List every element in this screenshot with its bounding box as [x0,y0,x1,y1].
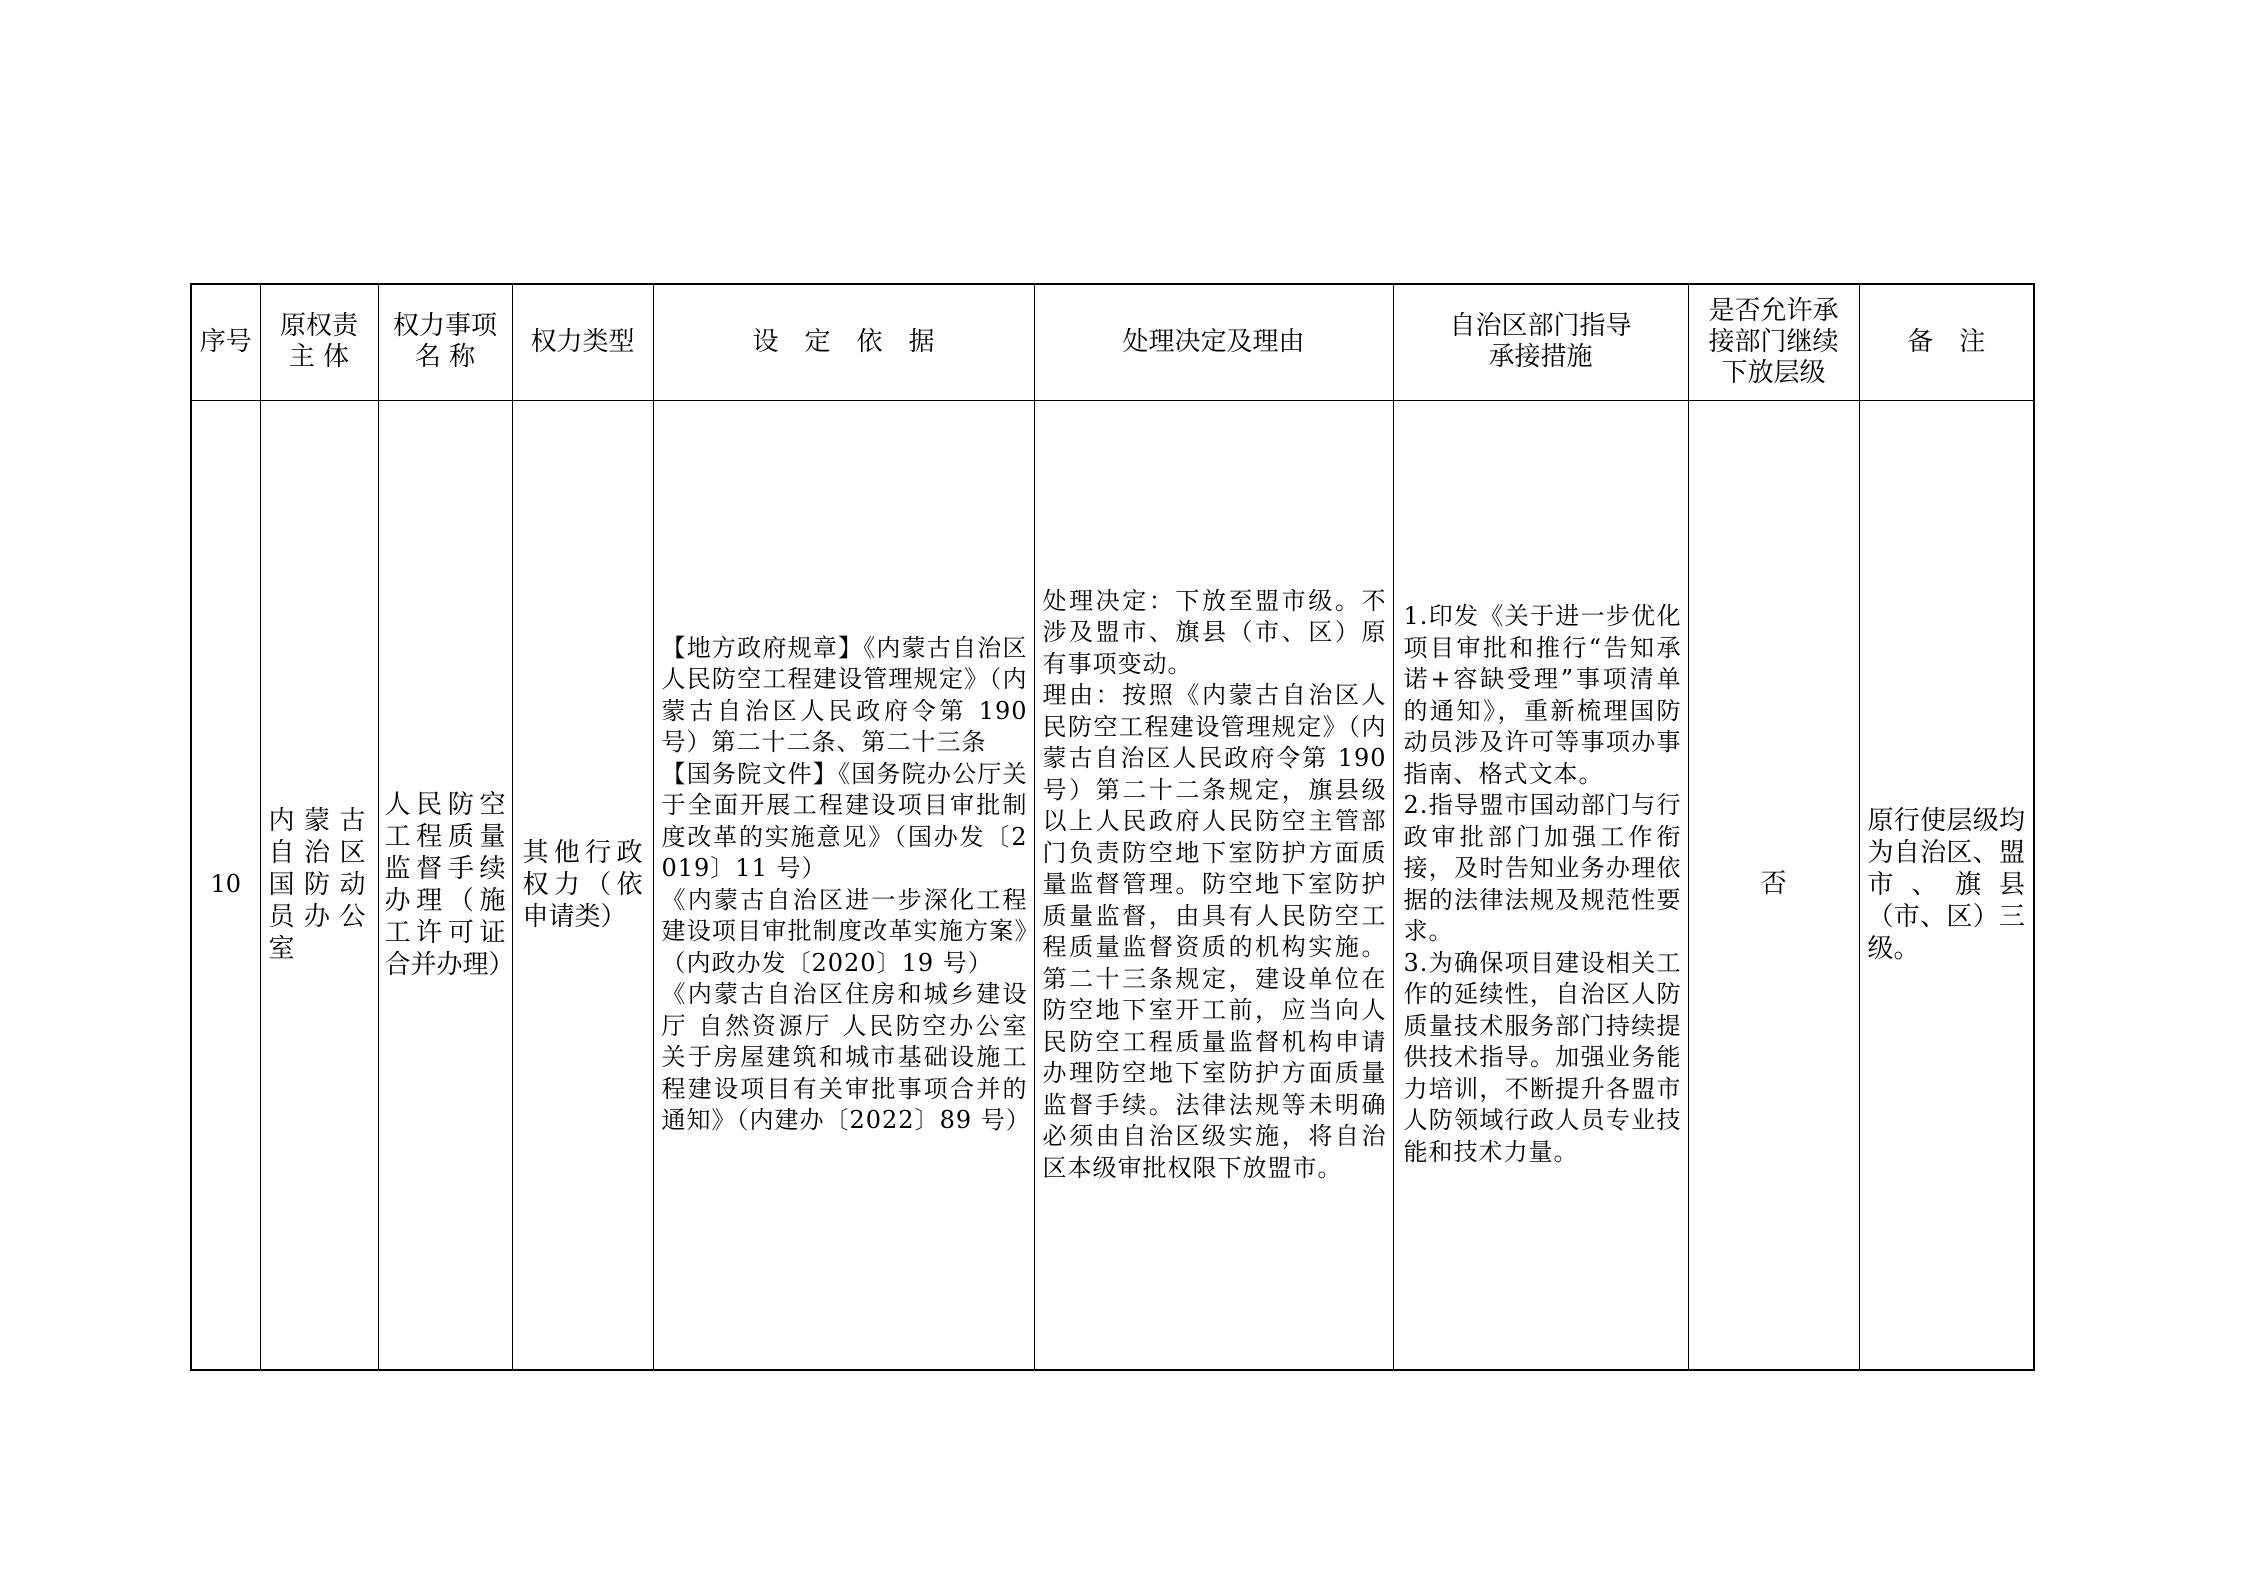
cell-measures [1393,400,1688,1370]
measures-value: 1.印发《关于进一步优化项目审批和推行“告知承诺+容缺受理”事项清单的通知》，重新梳理国防动员涉及许可等事项办事指南、格式文本。 2.指导盟市国动部门与行政审批部门加强工作衔接，及时告知业务办理依据的法律法规及规范性要求。 3.为确保项目建设相关工作的延续性，自治区人防质量技术服务部门持续提供技术指导。加强业务能力培训，不断提升各盟市人防领域行政人员专业技能和技术力量。 [1403,602,1682,1166]
table-row [191,400,2034,1370]
basis-value: 【地方政府规章】《内蒙古自治区人民防空工程建设管理规定》（内蒙古自治区人民政府令第 190 号）第二十二条、第二十三条 【国务院文件】《国务院办公厅关于全面开展工程建设项目审批制度改革的实施意见》（国办发〔2019〕11 号） 《内蒙古自治区进一步深化工程建设项目审批制度改革实施方案》（内政办发〔2020〕19 号） 《内蒙古自治区住房和城乡建设厅 自然资源厅 人民防空办公室关于房屋建筑和城市基础设施工程建设项目有关审批事项合并的通知》（内建办〔2022〕89 号） [661,633,1031,1135]
allow-value: 否 [1760,869,1787,899]
header-name: 权力事项 名 称 [378,284,512,400]
header-decision: 处理决定及理由 [1034,284,1393,400]
header-seq: 序号 [191,284,260,400]
decision-value: 处理决定：下放至盟市级。不涉及盟市、旗县（市、区）原有事项变动。 理由：按照《内蒙古自治区人民防空工程建设管理规定》（内蒙古自治区人民政府令第 190 号）第二十二条规定，旗县级以上人民政府人民防空主管部门负责防空地下室防护方面质量监督管理。防空地下室防护质量监督，由具有人民防空工程质量监督资质的机构实施。 第二十三条规定，建设单位在防空地下室开工前，应当向人民防空工程质量监督机构申请办理防空地下室防护方面质量监督手续。法律法规等未明确必须由自治区级实施，将自治区本级审批权限下放盟市。 [1042,586,1387,1182]
cell-seq [191,400,260,1370]
remark-value: 原行使层级均为自治区、盟市、旗县（市、区）三级。 [1867,805,2025,964]
cell-decision [1034,400,1393,1370]
cell-allow [1688,400,1859,1370]
header-measures: 自治区部门指导 承接措施 [1393,284,1688,400]
header-allow: 是否允许承 接部门继续 下放层级 [1688,284,1859,400]
cell-subject [260,400,378,1370]
name-value: 人民防空工程质量监督手续办理（施工许可证合并办理） [384,789,515,980]
cell-type [512,400,653,1370]
seq-value: 10 [210,870,242,898]
type-value: 其他行政权力（依申请类） [522,837,643,932]
header-basis: 设 定 依 据 [653,284,1034,400]
cell-remark [1859,400,2034,1370]
header-subject: 原权责 主 体 [260,284,378,400]
cell-name [378,400,515,1370]
subject-value: 内蒙古自治区国防动员办公室 [268,805,370,964]
header-remark: 备 注 [1859,284,2034,400]
table-header-row [191,284,2034,400]
power-items-table [190,283,2035,1371]
cell-basis [653,400,1034,1370]
header-type: 权力类型 [512,284,653,400]
